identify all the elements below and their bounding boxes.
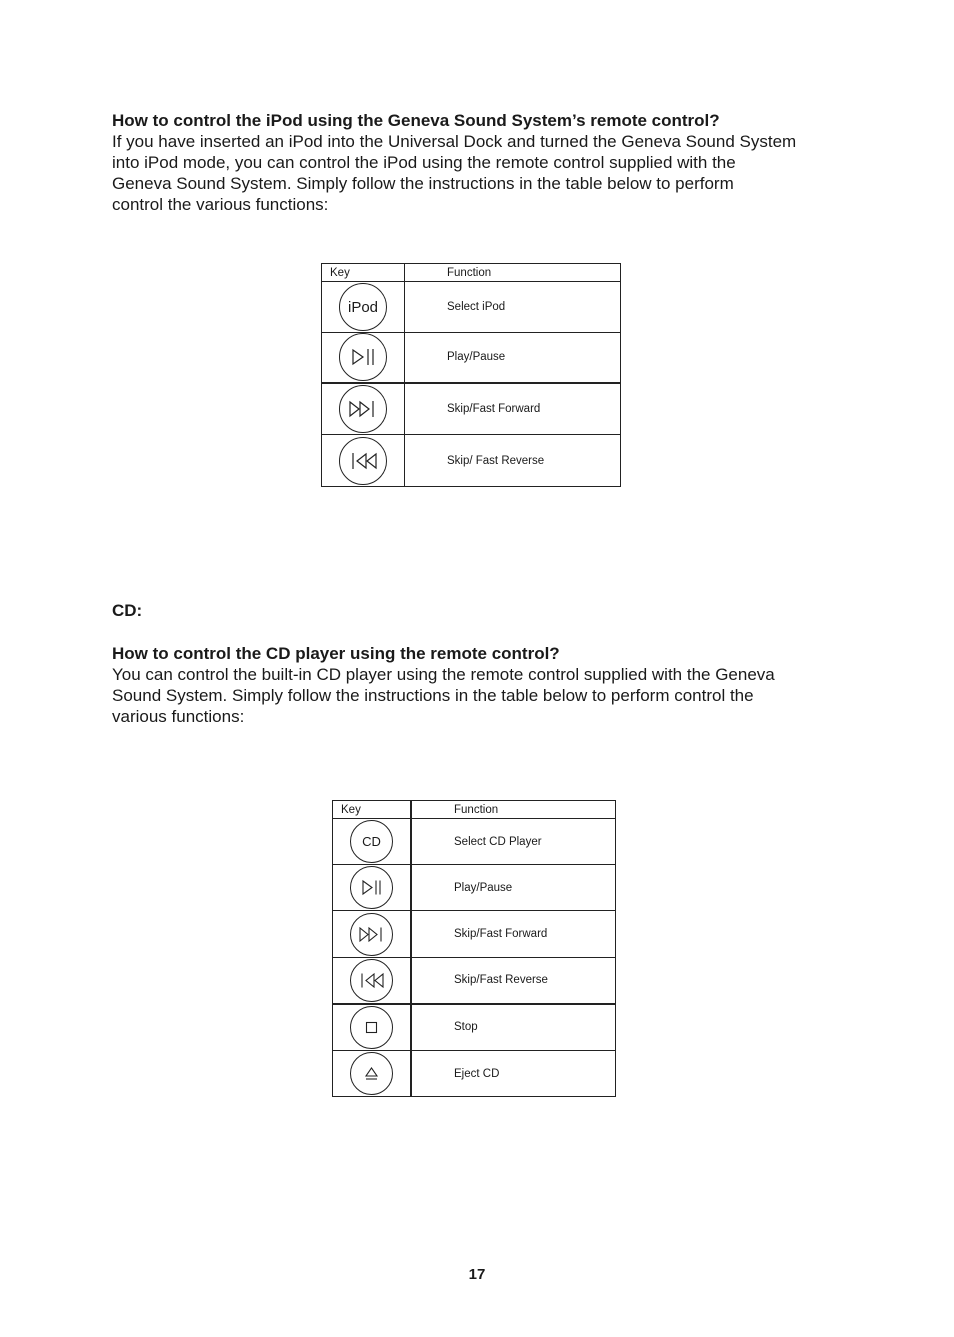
cd-section-heading: How to control the CD player using the remote control? [112, 644, 560, 663]
key-column-header: Key [333, 801, 412, 819]
table-row [322, 333, 621, 383]
function-cell: Skip/Fast Reverse [411, 958, 616, 1004]
ipod-key-table [321, 263, 621, 487]
ipod-section-heading: How to control the iPod using the Geneva Sound System’s remote control? [112, 111, 720, 130]
eject-icon [350, 1052, 393, 1095]
function-cell: Eject CD [411, 1051, 616, 1097]
key-cell [322, 383, 405, 435]
table-row [322, 435, 621, 487]
function-column-header: Function [405, 264, 621, 282]
function-column-header: Function [411, 801, 616, 819]
table-header-row [322, 264, 621, 282]
page-number: 17 [468, 1266, 486, 1283]
cd-section-label: CD: [112, 601, 143, 620]
key-cell [322, 333, 405, 383]
cd-button-icon [350, 820, 393, 863]
skip-forward-icon [350, 913, 393, 956]
cd-section-paragraph-line: various functions: [112, 707, 245, 726]
table-row [333, 1051, 616, 1097]
table-row [333, 865, 616, 911]
key-cell [322, 282, 405, 333]
function-cell: Select CD Player [411, 819, 616, 865]
function-cell: Skip/Fast Forward [411, 911, 616, 958]
cd-section [112, 643, 832, 727]
table-row [333, 958, 616, 1004]
play-pause-icon [339, 333, 387, 381]
ipod-section-paragraph-line: Geneva Sound System. Simply follow the instructions in the table below to perform [112, 174, 734, 193]
table-header-row [333, 801, 616, 819]
key-column-header: Key [322, 264, 405, 282]
table-row [322, 282, 621, 333]
function-cell: Skip/ Fast Reverse [405, 435, 621, 487]
cd-button-label: CD [362, 834, 381, 849]
function-cell: Play/Pause [411, 865, 616, 911]
key-cell [333, 958, 412, 1004]
key-cell [333, 911, 412, 958]
key-cell [333, 1051, 412, 1097]
ipod-button-icon [339, 283, 387, 331]
key-cell [333, 1004, 412, 1051]
key-cell [333, 865, 412, 911]
function-cell: Skip/Fast Forward [405, 383, 621, 435]
ipod-section [112, 110, 832, 215]
stop-icon [350, 1006, 393, 1049]
skip-forward-icon [339, 385, 387, 433]
table-row [322, 383, 621, 435]
function-cell: Select iPod [405, 282, 621, 333]
play-pause-icon [350, 866, 393, 909]
cd-section-paragraph-line: Sound System. Simply follow the instructions in the table below to perform control the [112, 686, 754, 705]
table-row [333, 1004, 616, 1051]
cd-key-table [332, 800, 616, 1097]
ipod-section-paragraph-line: If you have inserted an iPod into the Universal Dock and turned the Geneva Sound System [112, 132, 797, 151]
skip-reverse-icon [350, 959, 393, 1002]
key-cell [333, 819, 412, 865]
key-cell [322, 435, 405, 487]
function-cell: Stop [411, 1004, 616, 1051]
ipod-section-paragraph-line: control the various functions: [112, 195, 329, 214]
table-row [333, 819, 616, 865]
ipod-section-paragraph-line: into iPod mode, you can control the iPod using the remote control supplied with the [112, 153, 736, 172]
function-cell: Play/Pause [405, 333, 621, 383]
cd-section-paragraph-line: You can control the built-in CD player using the remote control supplied with the Geneva [112, 665, 775, 684]
ipod-button-label: iPod [347, 298, 379, 316]
table-row [333, 911, 616, 958]
skip-reverse-icon [339, 437, 387, 485]
